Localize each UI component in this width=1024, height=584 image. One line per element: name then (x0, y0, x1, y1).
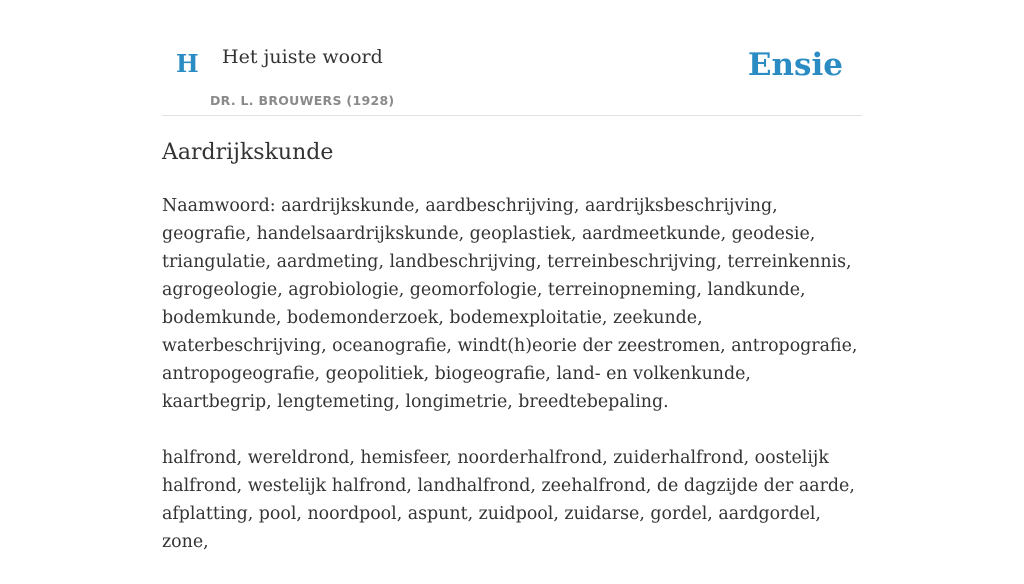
letter-h-icon[interactable]: H (176, 49, 199, 78)
entry-body (162, 192, 862, 584)
book-author: DR. L. BROUWERS (1928) (210, 93, 395, 108)
page-header (162, 0, 862, 116)
entry-paragraph: halfrond, wereldrond, hemisfeer, noorderhalfrond, zuiderhalfrond, oostelijk halfrond, westelijk halfrond, landhalfrond, zeehalfrond, de dagzijde der aarde, afplatting, pool, noordpool, aspunt, zuidpool, zuidarse, gordel, aardgordel, zone, (162, 448, 855, 552)
book-title[interactable]: Het juiste woord (222, 46, 383, 68)
entry-paragraph: Naamwoord: aardrijkskunde, aardbeschrijving, aardrijksbeschrijving, geografie, handelsaardrijkskunde, geoplastiek, aardmeetkunde, geodesie, triangulatie, aardmeting, landbeschrijving, terreinbeschrijving, terreinkennis, agrogeologie, agrobiologie, geomorfologie, terreinopneming, landkunde, bodemkunde, bodemonderzoek, bodemexploitatie, zeekunde, waterbeschrijving, oceanografie, windt(h)eorie der zeestromen, antropografie, antropogeografie, geopolitiek, biogeografie, land- en volkenkunde, kaartbegrip, lengtemeting, longimetrie, breedtebepaling. (162, 196, 858, 412)
ensie-logo[interactable]: Ensie (747, 47, 843, 83)
entry-title: Aardrijkskunde (162, 140, 334, 165)
